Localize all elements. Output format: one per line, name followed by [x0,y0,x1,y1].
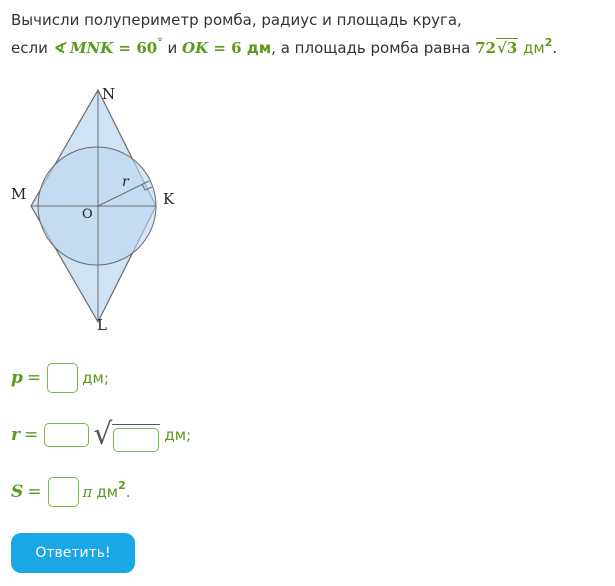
segment-value: 6 [231,39,242,57]
segment-unit: дм [241,39,272,57]
task-period: . [552,39,558,57]
radius-coefficient-input[interactable] [44,423,89,447]
equals-r: = [23,425,39,445]
task-rest: , а площадь ромба равна [271,39,476,57]
task-line-1: Вычисли полупериметр ромба, радиус и площадь круга, [11,11,462,29]
var-s: S [11,482,24,502]
equals-s: = [27,482,42,502]
angle-symbol: ∢ [52,39,66,57]
angle-equals: = [113,39,137,57]
answer-row-p [11,361,109,395]
segment-equals: = [208,39,232,57]
perimeter-input[interactable] [47,363,78,393]
angle-name: MNK [69,39,114,57]
task-if: если [11,39,48,57]
label-k: K [163,190,175,208]
radius-root-input[interactable] [113,428,159,452]
label-n: N [102,85,116,103]
task-and: и [162,39,182,57]
var-r: r [11,425,20,445]
unit-p: дм; [82,369,109,387]
unit-s-exponent: 2 [118,478,126,492]
var-p: p [11,368,23,388]
label-l: L [97,316,107,332]
answer-row-r [11,418,191,452]
area-input[interactable] [48,477,79,507]
label-r: r [122,174,129,190]
answer-row-s [11,475,131,509]
unit-s-period: . [125,483,131,501]
area-exponent: 2 [544,36,553,49]
label-m: M [11,185,27,203]
degree-sign: ° [157,36,163,49]
area-coefficient: 72 [475,39,496,57]
pi-symbol: π [82,483,93,501]
segment-name: OK [182,39,209,57]
radius-sqrt-inner [112,424,160,452]
equals-p: = [26,368,42,388]
angle-value: 60 [136,39,158,57]
area-root: √3 [496,39,518,57]
unit-r: дм; [164,426,192,444]
radius-sqrt [93,418,160,452]
task-line-2 [11,34,606,64]
task-text [11,6,606,64]
rhombus-figure [8,82,198,332]
submit-button[interactable]: Ответить! [11,533,135,573]
label-o: O [82,207,93,222]
area-unit: дм [518,39,545,57]
radical-sign: √ [93,417,113,452]
unit-s: дм [96,483,119,501]
